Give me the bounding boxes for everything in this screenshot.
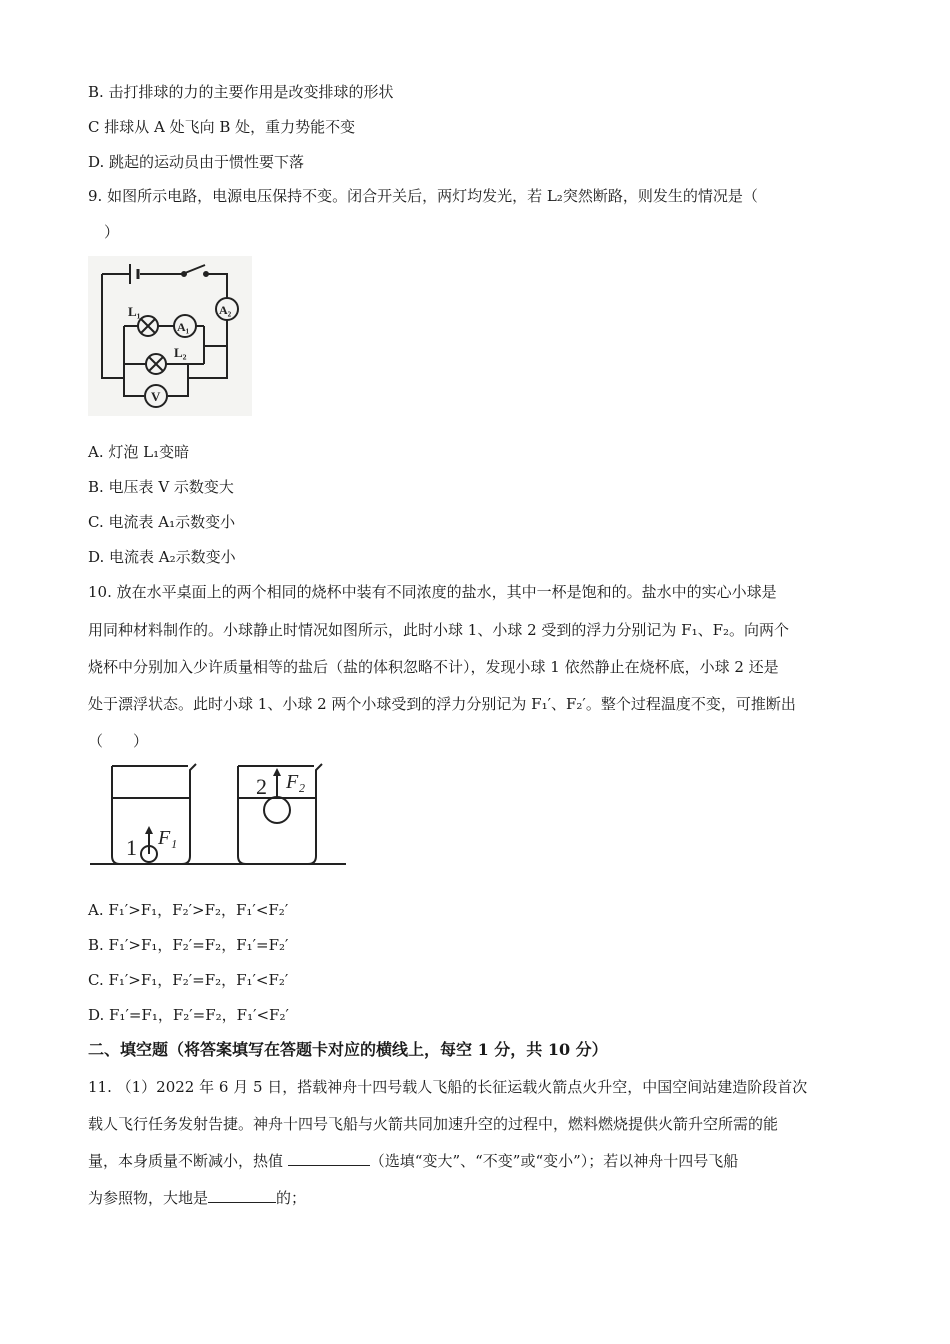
arrow-head-1 [145, 826, 153, 834]
q10-option-a: A. F₁′>F₁，F₂′>F₂，F₁′<F₂′ [88, 901, 289, 919]
circuit-diagram [88, 256, 252, 416]
q11-line3-start: 量，本身质量不断减小，热值 [88, 1152, 288, 1170]
arrow-head-2 [273, 768, 281, 776]
wire-v-right [168, 378, 188, 396]
switch-blade [185, 265, 205, 273]
label-a1: A₁ [177, 320, 190, 334]
q11-line3 [88, 1151, 738, 1171]
circuit-svg [88, 256, 252, 416]
beaker-diagram [88, 760, 348, 870]
q11-line1: 11. （1）2022 年 6 月 5 日，搭载神舟十四号载人飞船的长征运载火箭点火升空，中国空间站建造阶段首次 [88, 1078, 808, 1096]
wire-top-right [206, 274, 227, 298]
label-l2: L₂ [174, 345, 187, 360]
wire-right [188, 320, 227, 378]
q10-stem-line5: （ ） [88, 732, 149, 750]
ball-2 [264, 797, 290, 823]
q11-line4-end: 的； [276, 1189, 307, 1207]
label-force-1: F₁ [158, 827, 178, 849]
q9-option-b: B. 电压表 V 示数变大 [88, 478, 234, 496]
section2-heading: 二、填空题（将答案填写在答题卡对应的横线上，每空 1 分，共 10 分） [88, 1040, 608, 1059]
label-l1: L₁ [128, 304, 141, 319]
q8-option-c: C 排球从 A 处飞向 B 处，重力势能不变 [88, 118, 356, 136]
q10-stem-line3: 烧杯中分别加入少许质量相等的盐后（盐的体积忽略不计），发现小球 1 依然静止在烧杯底，小球 2 还是 [88, 658, 779, 676]
label-ball-2: 2 [256, 774, 267, 799]
q10-option-b: B. F₁′>F₁，F₂′=F₂，F₁′=F₂′ [88, 936, 289, 954]
switch-contact-right [204, 272, 208, 276]
answer-blank-1[interactable] [288, 1151, 370, 1166]
q11-line4 [88, 1188, 306, 1208]
answer-blank-2[interactable] [208, 1188, 276, 1203]
q9-option-a: A. 灯泡 L₁变暗 [88, 443, 190, 461]
q10-option-d: D. F₁′=F₁，F₂′=F₂，F₁′<F₂′ [88, 1006, 289, 1024]
beaker-2 [238, 764, 322, 864]
q11-line2: 载人飞行任务发射告捷。神舟十四号飞船与火箭共同加速升空的过程中，燃料燃烧提供火箭升空所需的能 [88, 1115, 779, 1133]
q9-stem-line1: 9. 如图所示电路，电源电压保持不变。闭合开关后，两灯均发光，若 L₂突然断路，则发生的情况是（ [88, 187, 758, 205]
label-force-2: F₂ [286, 771, 306, 793]
wire-v-left [124, 378, 144, 396]
wire-left [102, 274, 124, 378]
q9-option-c: C. 电流表 A₁示数变小 [88, 513, 236, 531]
q10-stem-line2: 用同种材料制作的。小球静止时情况如图所示，此时小球 1、小球 2 受到的浮力分别记为 F₁、F₂。向两个 [88, 621, 790, 639]
q10-stem-line4: 处于漂浮状态。此时小球 1、小球 2 两个小球受到的浮力分别记为 F₁′、F₂′。整个过程温度不变，可推断出 [88, 695, 796, 713]
q10-option-c: C. F₁′>F₁，F₂′=F₂，F₁′<F₂′ [88, 971, 289, 989]
q8-option-b: B. 击打排球的力的主要作用是改变排球的形状 [88, 83, 394, 101]
q11-line3-end: （选填“变大”、“不变”或“变小”）；若以神舟十四号飞船 [369, 1152, 739, 1170]
q8-option-d: D. 跳起的运动员由于惯性要下落 [88, 153, 305, 171]
label-a2: A₂ [219, 303, 232, 317]
beaker-svg [88, 760, 348, 870]
q11-line4-start: 为参照物，大地是 [88, 1189, 209, 1207]
q9-stem-line2: ） [104, 223, 120, 241]
q9-option-d: D. 电流表 A₂示数变小 [88, 548, 236, 566]
label-ball-1: 1 [126, 835, 137, 860]
label-v: V [151, 389, 161, 404]
q10-stem-line1: 10. 放在水平桌面上的两个相同的烧杯中装有不同浓度的盐水，其中一杯是饱和的。盐水中的实心小球是 [88, 583, 777, 601]
